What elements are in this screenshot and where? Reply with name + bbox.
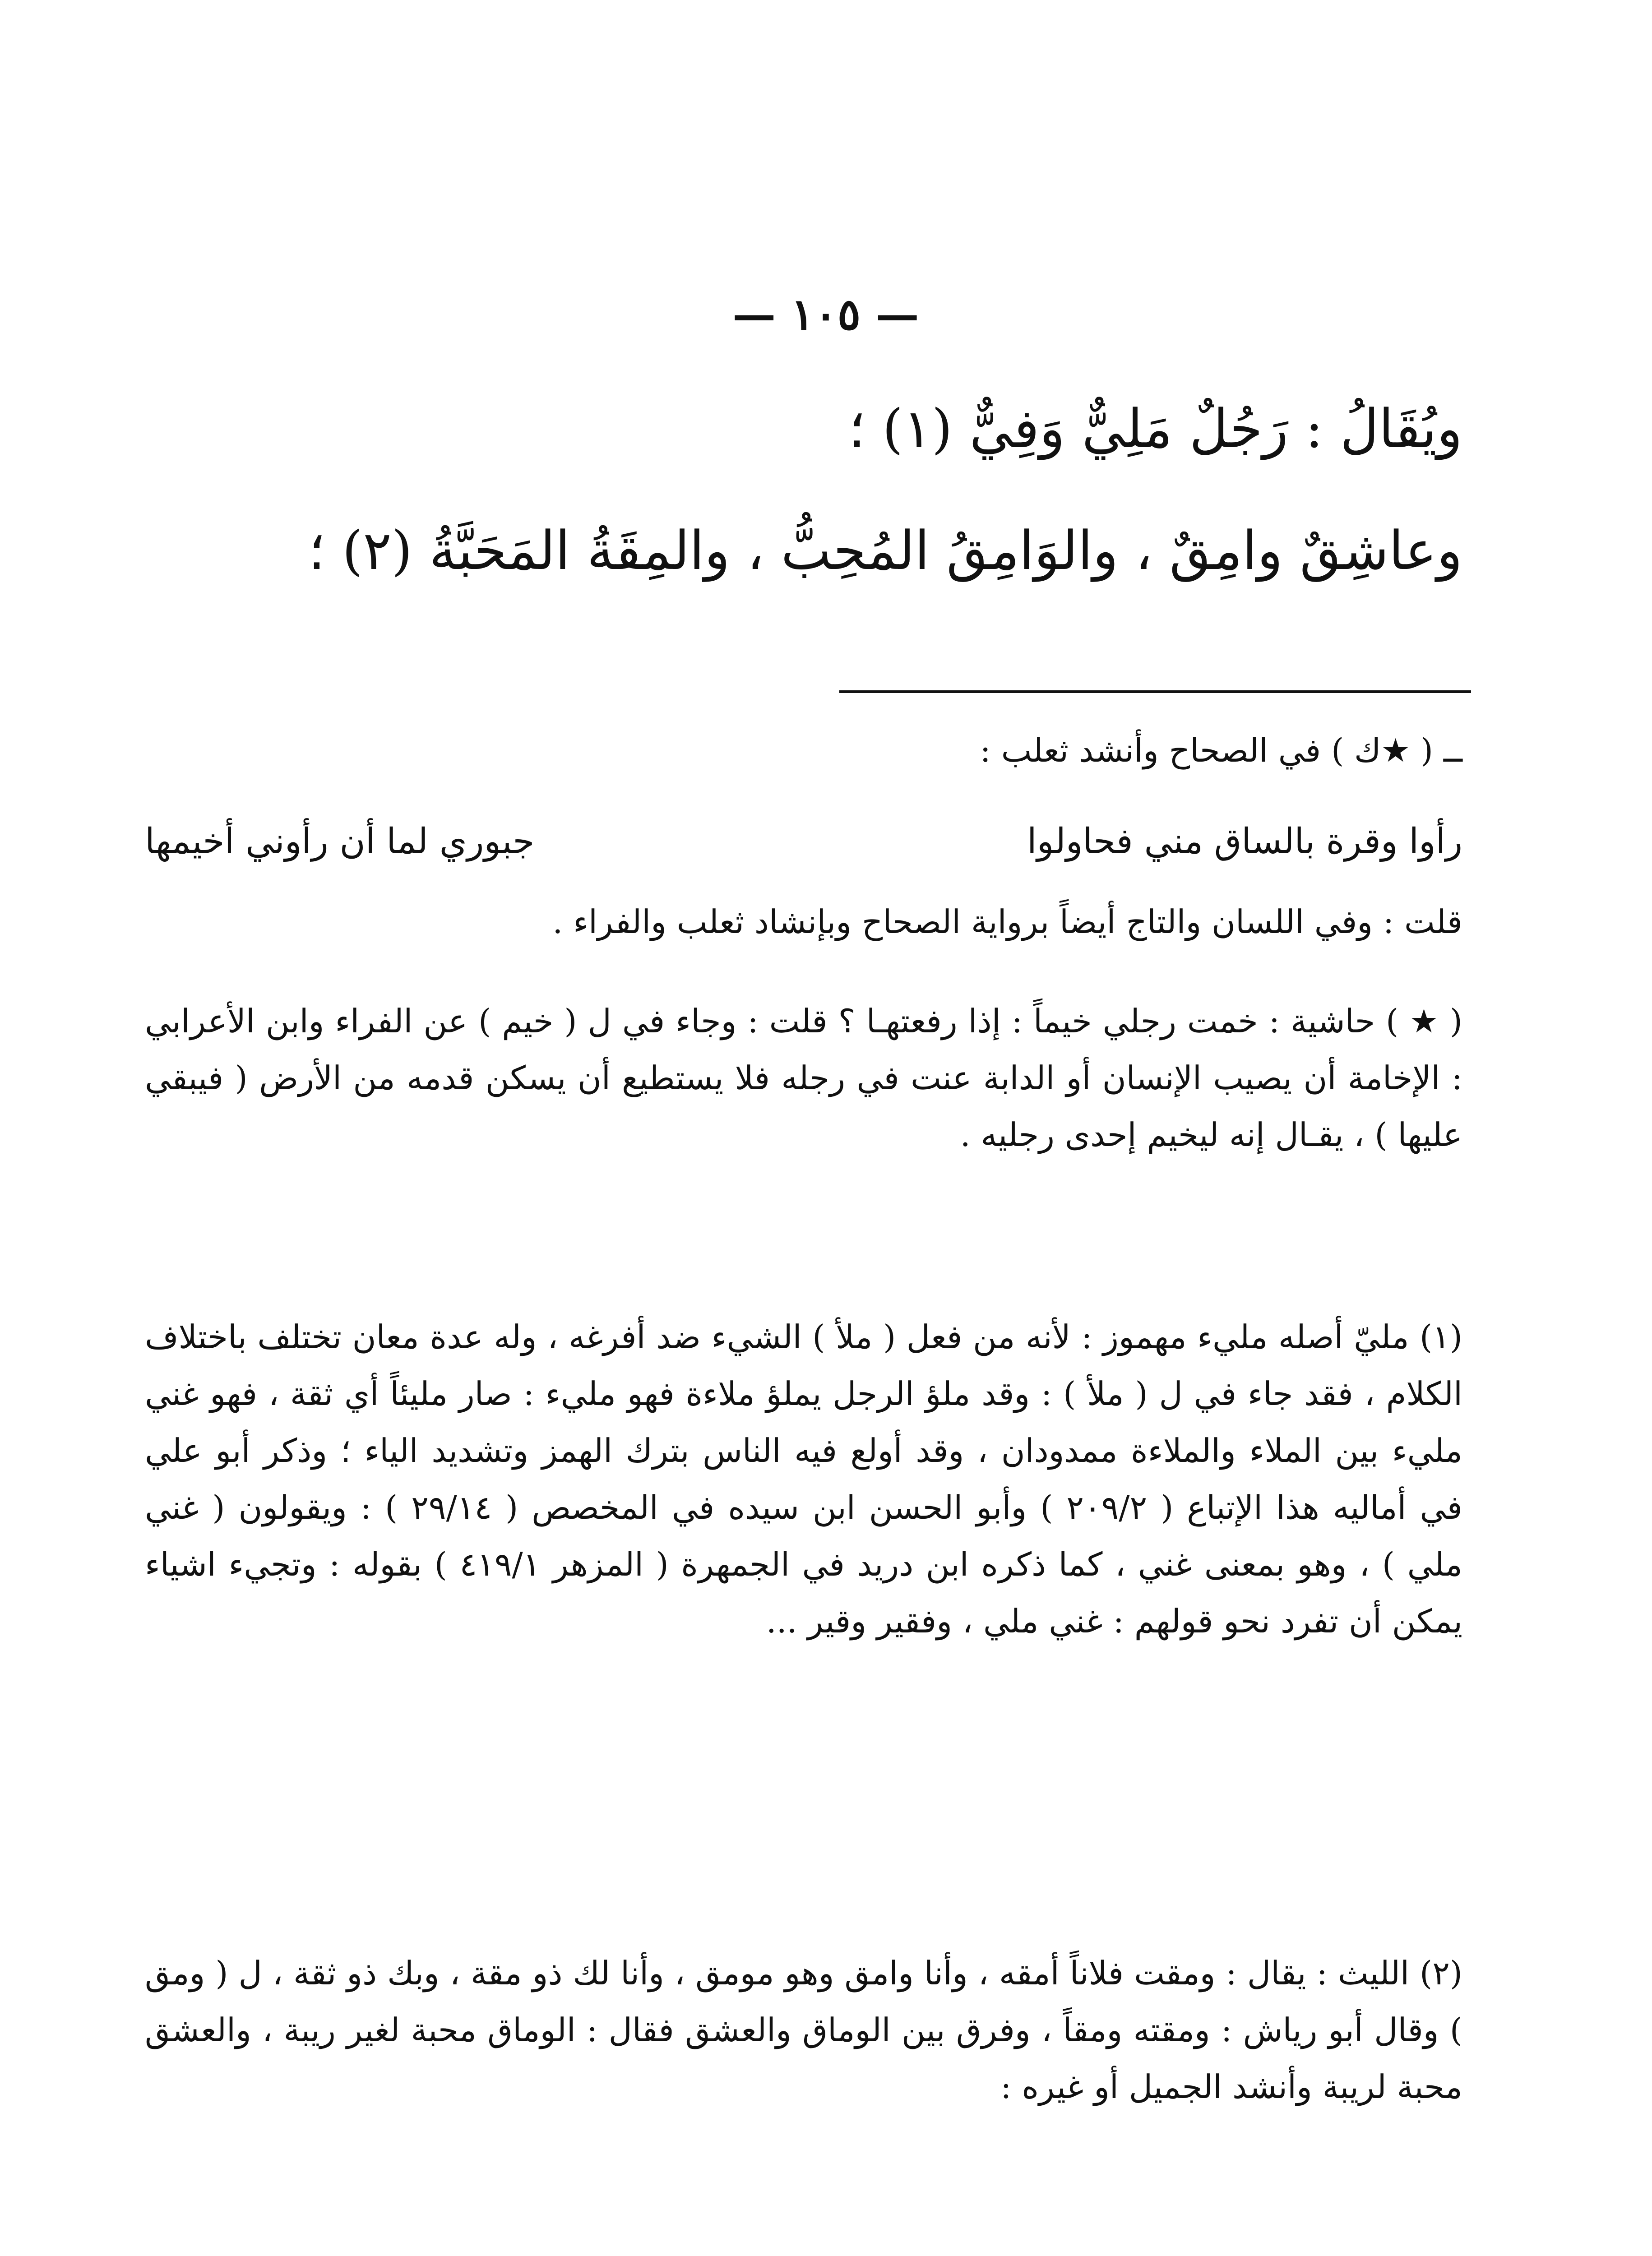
verse-1-first-hemistich: رأوا وقرة بالساق مني فحاولوا (1027, 821, 1462, 862)
footnote-1: (١) مليّ أصله مليء مهموز : لأنه من فعل ( ملأ ) الشيء ضد أفرغه ، وله عدة معان تختلف باختلاف الكلام ، فقد جاء في ل ( ملأ ) : وقد ملؤ الرجل يملؤ ملاءة فهو مليء : صار مليئاً أي ثقة ، فهو غني مليء بين الملاء والملاءة ممدودان ، وقد أولع فيه الناس بترك الهمز وتشديد الياء ؛ وذكر أبو علي في أماليه هذا الإتباع ( ٢٠٩/٢ ) وأبو الحسن ابن سيده في المخصص ( ٢٩/١٤ ) : ويقولون ( غني ملي ) ، وهو بمعنى غني ، كما ذكره ابن دريد في الجمهرة ( المزهر ٤١٩/١ ) بقوله : وتجيء اشياء يمكن أن تفرد نحو قولهم : غني ملي ، وفقير وقير ... (145, 1318, 1462, 1640)
footnote-star-note: قلت : وفي اللسان والتاج أيضاً برواية الصحاح وبإنشاد ثعلب والفراء . (552, 903, 1462, 941)
page-number: — ١٠٥ — (732, 289, 919, 340)
verse-1-second-hemistich: جبوري لما أن رأوني أخيمها (145, 821, 535, 862)
main-text-line-1: ويُقَالُ : رَجُلٌ مَلِيٌّ وَفِيٌّ (١) ؛ (848, 398, 1462, 460)
footnote-2: (٢) الليث : يقال : ومقت فلاناً أمقه ، وأنا وامق وهو مومق ، وأنا لك ذو مقة ، وبك ذو ثقة ، ل ( ومق ) وقال أبو رياش : ومقته ومقاً ، وفرق بين الوماق والعشق فقال : الوماق محبة لغير ريبة ، والعشق محبة لريبة وأنشد الجميل أو غيره : (145, 1954, 1462, 2106)
main-text-line-2: وعاشِقٌ وامِقٌ ، والوَامِقُ المُحِبُّ ، والمِقَةُ المَحَبَّةُ (٢) ؛ (308, 519, 1462, 582)
footnote-star-intro: ــ ( ★ك ) في الصحاح وأنشد ثعلب : (980, 731, 1462, 769)
footnote-divider (839, 690, 1471, 693)
footnote-star-definition: ( ★ ) حاشية : خمت رجلي خيماً : إذا رفعتهـا ؟ قلت : وجاء في ل ( خيم ) عن الفراء وابن الأعرابي : الإخامة أن يصيب الإنسان أو الدابة عنت في رجله فلا يستطيع أن يسكن قدمه من الأرض ( فيبقي عليها ) ، يقـال إنه ليخيم إحدى رجليه . (145, 1002, 1462, 1154)
footnote-verse-1 (145, 812, 1462, 871)
